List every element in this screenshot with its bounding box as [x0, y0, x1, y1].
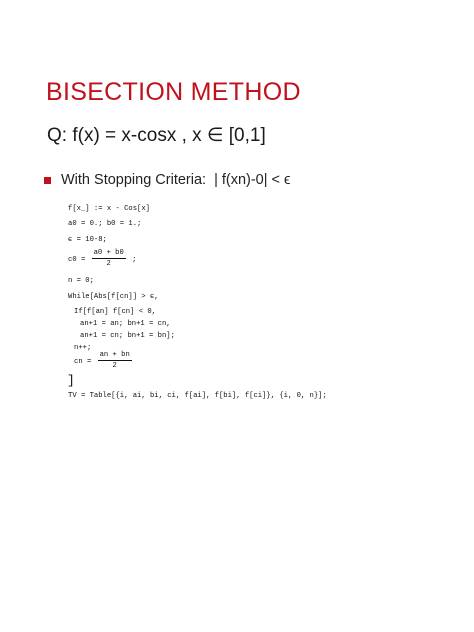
code-line-12: ] [67, 373, 75, 388]
fraction [92, 250, 126, 268]
code-line-5: n = 0; [68, 277, 94, 285]
slide-title: BISECTION METHOD [46, 78, 301, 106]
fraction-numerator: a0 + b0 [92, 250, 126, 259]
code-line-4-tail: ; [132, 256, 137, 265]
code-line-9: an+1 = cn; bn+1 = bn]; [80, 332, 175, 340]
code-line-4 [68, 250, 136, 268]
fraction-numerator: an + bn [98, 352, 132, 361]
question-text: Q: f(x) = x-cosx , x ∈ [0,1] [47, 125, 266, 146]
bullet-item [44, 172, 290, 188]
code-line-3: ϵ = 10-8; [68, 236, 107, 244]
code-line-8: an+1 = an; bn+1 = cn, [80, 320, 171, 328]
code-line-10: n++; [74, 344, 92, 352]
stopping-criteria-formula: | f(xn)-0| < ϵ [214, 172, 291, 188]
code-line-2: a0 = 0.; b0 = 1.; [68, 220, 142, 228]
code-line-13: TV = Table[{i, ai, bi, ci, f[ai], f[bi], f[ci]}, {i, 0, n}]; [68, 392, 327, 400]
code-line-11 [74, 352, 134, 370]
code-line-7: If[f[an] f[cn] < 0, [74, 308, 156, 316]
square-bullet-icon [44, 177, 51, 184]
fraction [98, 352, 132, 370]
fraction-denominator: 2 [106, 260, 111, 269]
fraction-denominator: 2 [112, 362, 117, 371]
code-line-4-lhs: c0 = [68, 256, 86, 265]
code-line-11-lhs: cn = [74, 358, 92, 367]
code-line-1: f[x_] := x - Cos[x] [68, 205, 150, 213]
code-line-6: While[Abs[f[cn]] > ϵ, [68, 293, 159, 301]
bullet-text: With Stopping Criteria: [61, 172, 207, 188]
